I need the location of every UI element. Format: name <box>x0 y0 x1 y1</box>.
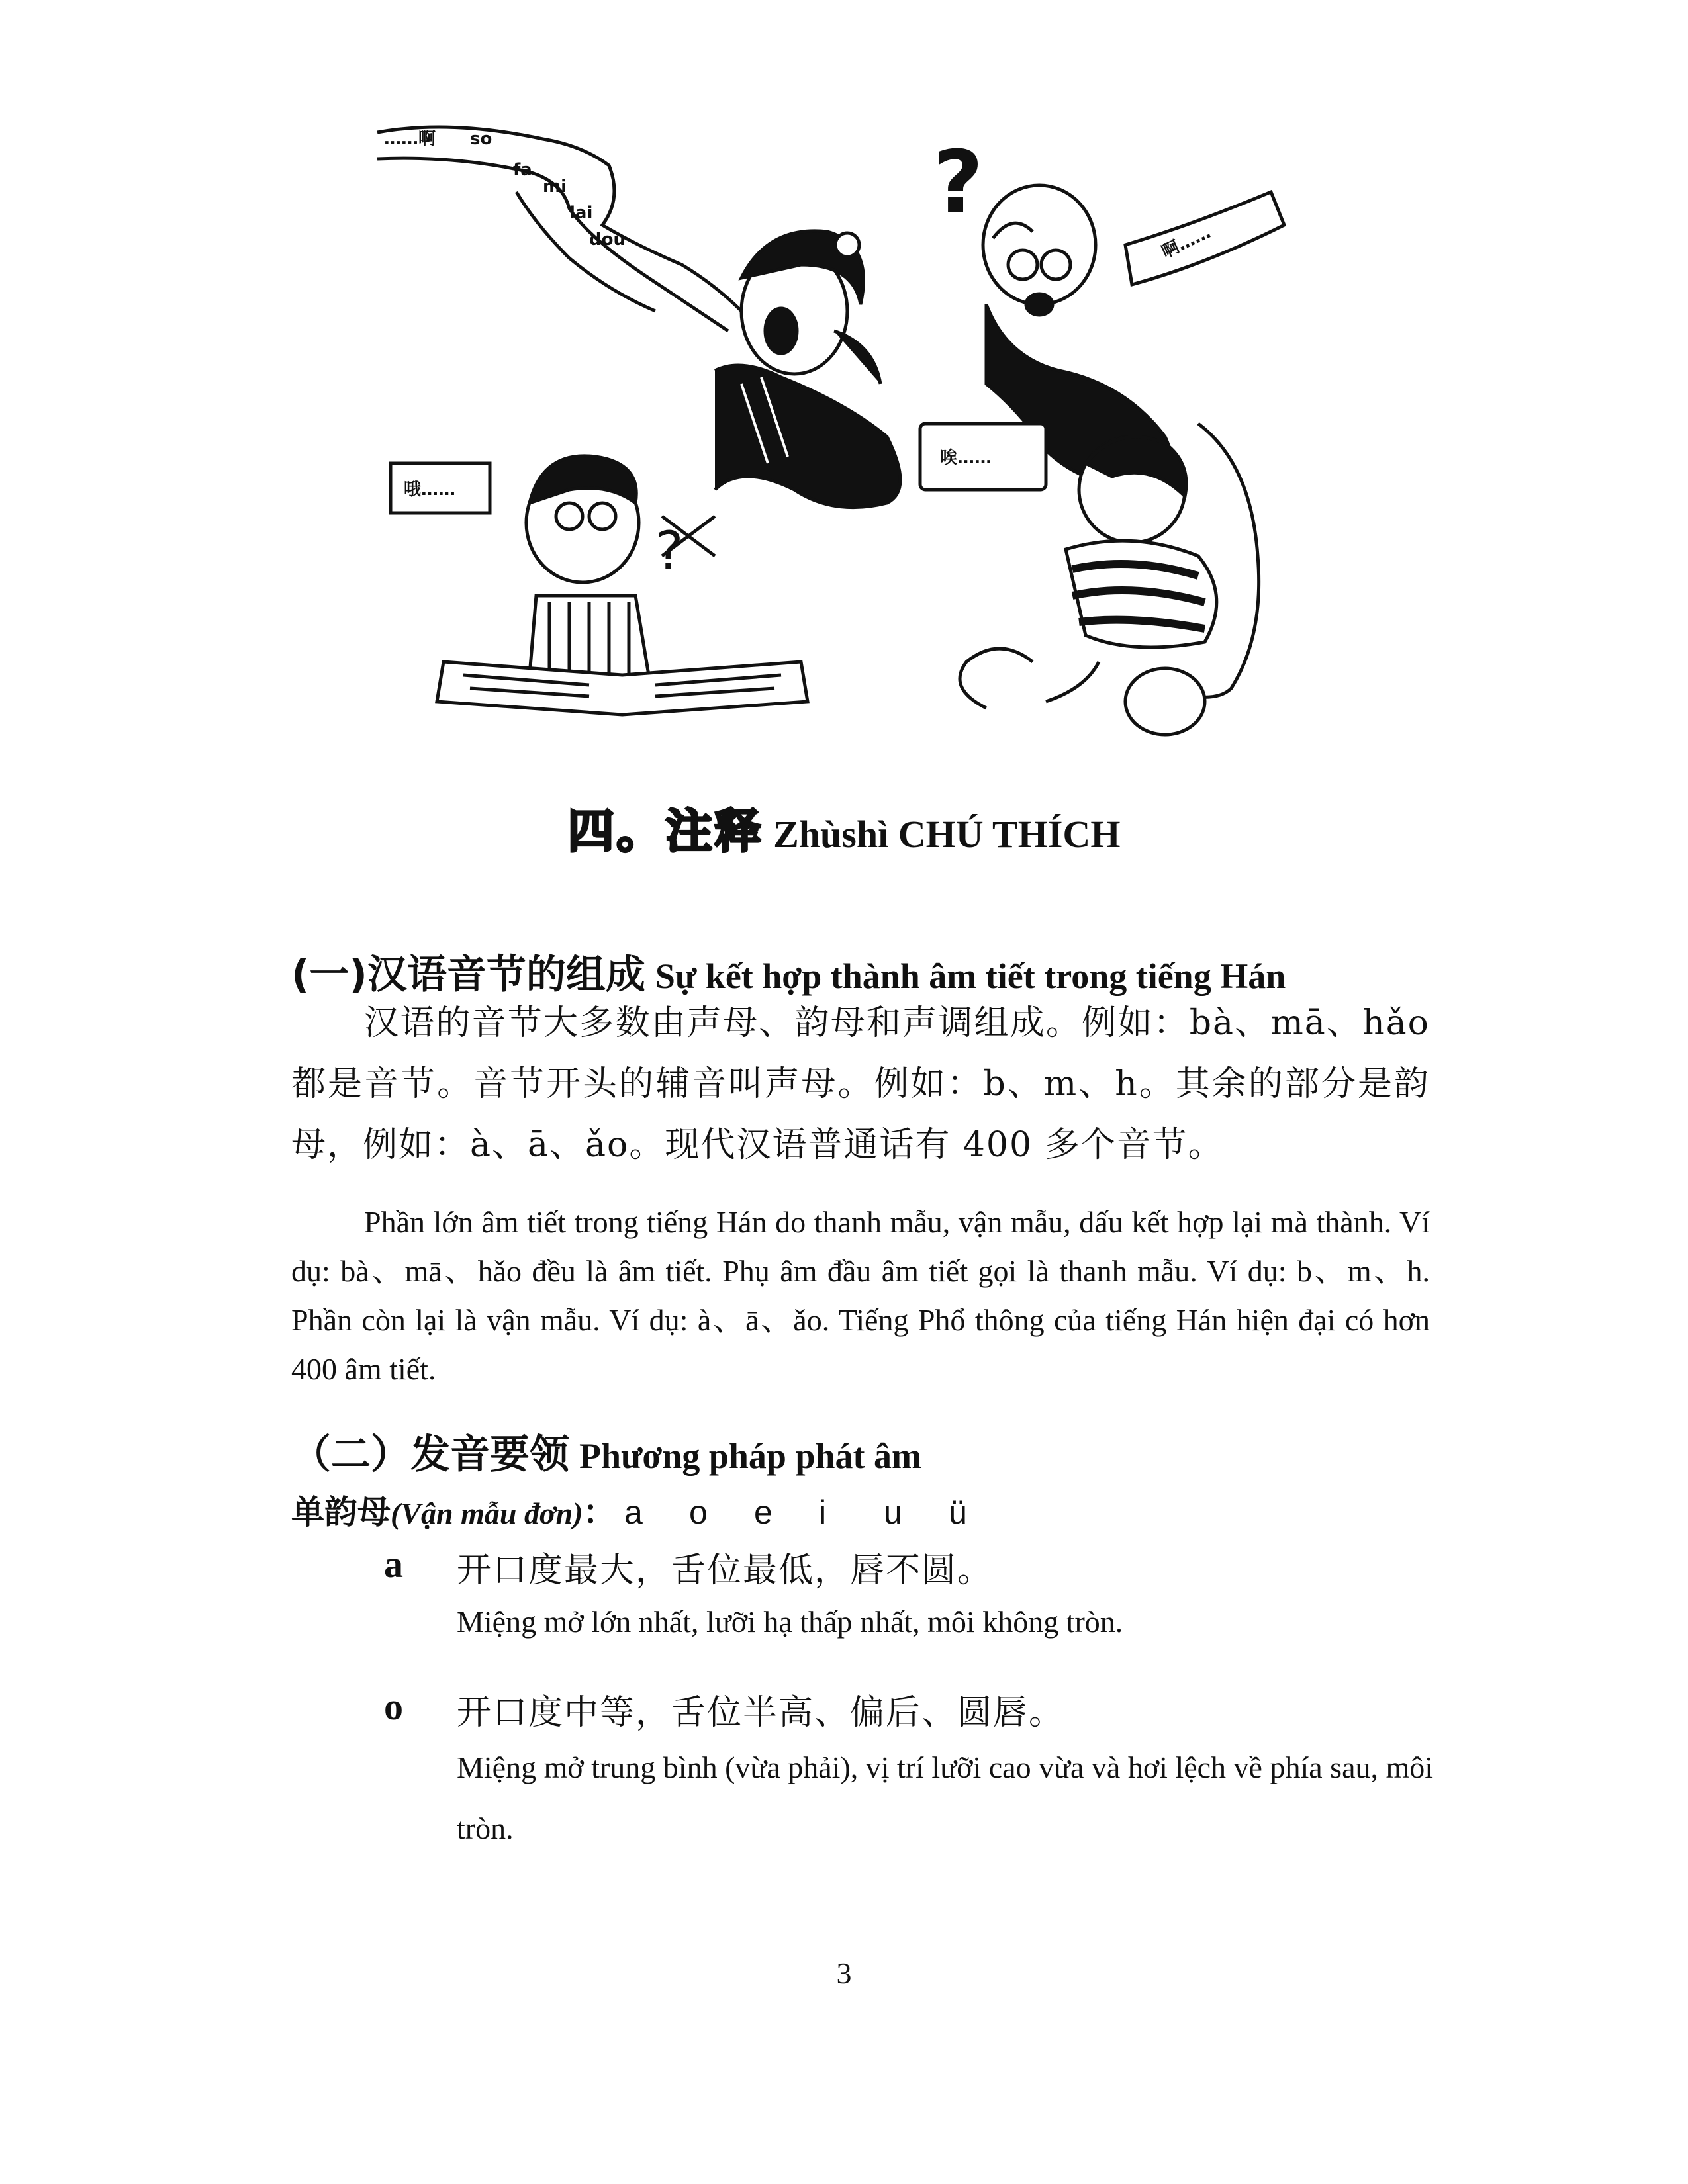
part1-paragraph-vi: Phần lớn âm tiết trong tiếng Hán do thanh mẫu, vận mẫu, dấu kết hợp lại mà thành. Ví dụ: bà、mā、hǎo đều là âm tiết. Phụ âm đầu âm tiết gọi là thanh mẫu. Ví dụ: b、m、h. Phần còn lại là vận mẫu. Ví dụ: à、ā、ǎo. Tiếng Phổ thông của tiếng Hán hiện đại có hơn 400 âm tiết. <box>291 1205 1430 1386</box>
final-letter: ü <box>949 1494 967 1531</box>
section-title-vi: CHÚ THÍCH <box>898 813 1121 856</box>
reclining-bubble-text: 唉…… <box>940 448 992 468</box>
svg-text:?: ? <box>655 520 684 582</box>
singer-bubble-text-4: mi <box>543 177 567 197</box>
final-letter: u <box>884 1494 902 1531</box>
simple-finals-cn: 单韵母 <box>291 1493 391 1531</box>
cartoon-illustrations <box>371 93 1337 741</box>
final-letter: o <box>689 1494 708 1531</box>
final-letter: a <box>624 1494 643 1531</box>
vowel-a-description-cn: 开口度最大，舌位最低，唇不圆。 <box>457 1551 994 1590</box>
question-mark-icon: ? <box>933 132 984 232</box>
part1-heading-cn: (一)汉语音节的组成 <box>291 952 645 998</box>
final-letter: i <box>819 1494 827 1531</box>
reclining-man-figure <box>920 424 1259 735</box>
vowel-o-description-vi: Miệng mở trung bình (vừa phải), vị trí lưỡi cao vừa và hơi lệch về phía sau, môi tròn. <box>457 1751 1434 1845</box>
vowel-o-description-cn: 开口度中等，舌位半高、偏后、圆唇。 <box>457 1693 1065 1733</box>
vowel-a-letter: a <box>384 1543 403 1586</box>
part1-heading-vi: Sự kết hợp thành âm tiết trong tiếng Hán <box>655 956 1286 996</box>
singer-bubble-text-1: ……啊 <box>384 129 436 149</box>
simple-finals-vi: (Vận mẫu đơn) <box>391 1496 583 1530</box>
singer-bubble-text-3: fa <box>513 160 532 180</box>
part2-heading-vi: Phương pháp phát âm <box>579 1436 921 1476</box>
singer-bubble-text-5: lai <box>569 203 593 223</box>
part1-heading <box>291 943 1286 1000</box>
final-letter: e <box>754 1494 773 1531</box>
section-title-pinyin: Zhùshì <box>773 813 889 856</box>
page-number: 3 <box>836 1956 852 1990</box>
section-title-cn: 注释 <box>665 804 764 858</box>
simple-finals-letters <box>624 1494 1013 1531</box>
vowel-a-description-vi: Miệng mở lớn nhất, lưỡi hạ thấp nhất, môi không tròn. <box>457 1605 1123 1639</box>
part2-heading <box>291 1423 921 1480</box>
simple-finals-line <box>291 1486 1013 1533</box>
singer-bubble-text-2: so <box>470 129 492 149</box>
cartoon-svg <box>371 93 1337 741</box>
bald-bubble-text: 啊…… <box>1158 222 1214 263</box>
section-number-cn: 四。 <box>567 804 666 858</box>
singing-woman-figure <box>377 127 900 508</box>
singer-bubble-text-6: dou <box>589 230 626 250</box>
simple-finals-colon: ： <box>583 1493 616 1531</box>
part2-heading-cn: （二）发音要领 <box>291 1432 569 1478</box>
section-title <box>0 794 1688 861</box>
boy-bubble-text: 哦…… <box>404 480 456 500</box>
part1-paragraph-cn: 汉语的音节大多数由声母、韵母和声调组成。例如：bà、mā、hǎo 都是音节。音节开头的辅音叫声母。例如：b、m、h。其余的部分是韵母，例如：à、ā、ǎo。现代汉语普通话有 400 多个音节。 <box>291 1003 1430 1165</box>
vowel-o-letter: o <box>384 1685 403 1728</box>
